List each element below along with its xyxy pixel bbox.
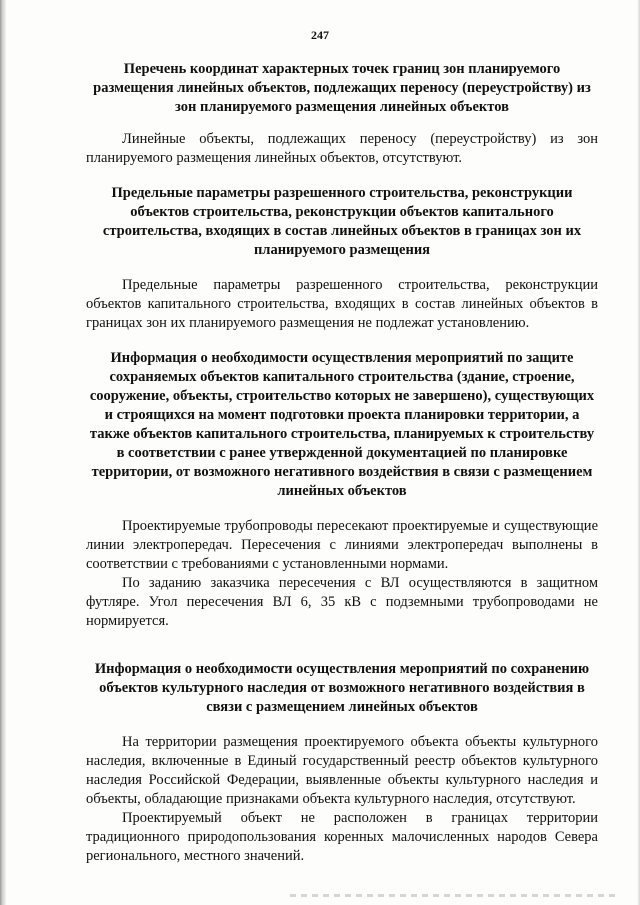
- paragraph: Предельные параметры разрешенного строительства, реконструкции объектов капитального строительства, входящих в состав линейных объектов в границах зон их планируемого размещения не подлежат установлению.: [86, 277, 598, 331]
- section-heading: Перечень координат характерных точек границ зон планируемого размещения линейных объектов, подлежащих переносу (переустройству) из зон планируемого размещения линейных объектов: [93, 61, 591, 115]
- section-heading: Предельные параметры разрешенного строительства, реконструкции объектов строительства, реконструкции объектов капитального строительства, входящих в состав линейных объектов в границах зон их планируемого размещения: [102, 185, 582, 258]
- scan-bottom-noise: [290, 894, 620, 897]
- section-heading: Информация о необходимости осуществления мероприятий по сохранению объектов культурного наследия от возможного негативного воздействия в связи с размещением линейных объектов: [94, 661, 590, 715]
- paragraph: Линейные объекты, подлежащих переносу (переустройству) из зон планируемого размещения линейных объектов, отсутствуют.: [86, 131, 598, 166]
- scan-left-edge: [0, 0, 6, 905]
- document-body: [86, 60, 598, 866]
- section-heading: Информация о необходимости осуществления мероприятий по защите сохраняемых объектов капитального строительства (здание, строение, сооружение, объекты, строительство которых не завершено), существующих и строящихся на момент подготовки проекта планировки территории, а также объектов капитального строительства, планируемых к строительству в соответствии с ранее утвержденной документацией по планировке территории, от возможного негативного воздействия в связи с размещением линейных объектов: [89, 350, 595, 499]
- paragraph: На территории размещения проектируемого объекта объекты культурного наследия, включенные в Единый государственный реестр объектов культурного наследия Российской Федерации, выявленные объекты культурного наследия и объекты, обладающие признаками объекта культурного наследия, отсутствуют.: [86, 734, 598, 807]
- paragraph: Проектируемые трубопроводы пересекают проектируемые и существующие линии электропередач. Пересечения с линиями электропередач выполнены в соответствии с требованиями с установленными нормами.: [86, 518, 598, 572]
- paragraph: Проектируемый объект не расположен в границах территории традиционного природопользования коренных малочисленных народов Севера регионального, местного значений.: [86, 810, 598, 864]
- page-number: 247: [311, 28, 329, 42]
- paragraph: По заданию заказчика пересечения с ВЛ осуществляются в защитном футляре. Угол пересечения ВЛ 6, 35 кВ с подземными трубопроводами не нормируется.: [86, 575, 598, 629]
